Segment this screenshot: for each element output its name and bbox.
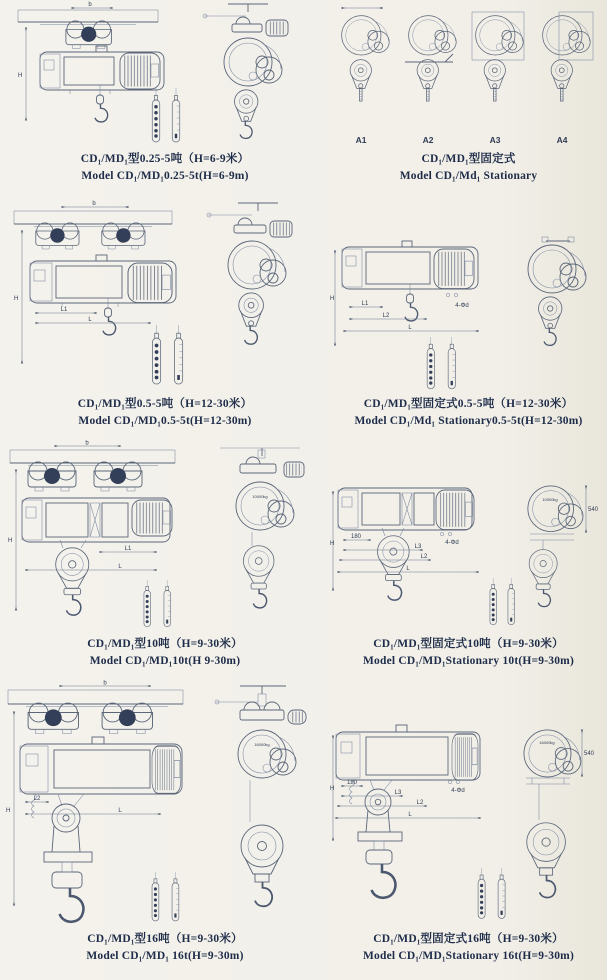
- svg-text:L1: L1: [124, 546, 132, 552]
- svg-text:L: L: [408, 812, 412, 818]
- side-view: [203, 4, 288, 138]
- load-hook: [60, 888, 84, 922]
- capacity-marking: 10000kg: [542, 497, 558, 502]
- hoist-body-front: [30, 255, 176, 307]
- svg-text:4-Φd: 4-Φd: [445, 540, 459, 546]
- pendant-control-buttons: [490, 578, 497, 625]
- svg-text:L: L: [408, 325, 412, 331]
- variant-label: A2: [422, 135, 434, 145]
- capacity-marking: 16000kg: [254, 742, 270, 747]
- variant-A1: [342, 8, 390, 145]
- variant-label: A3: [489, 135, 501, 145]
- drawing-area: [0, 0, 330, 148]
- figure-panel-stationary-05-5t: [330, 195, 607, 440]
- capacity-marking: 10000kg: [252, 494, 268, 499]
- drawing-area: [330, 440, 607, 633]
- caption-chinese: CD₁/MD₁型固定式0.5-5吨（H=12-30米）: [363, 398, 574, 410]
- load-hook: [95, 104, 108, 122]
- trolley-unit: [102, 703, 152, 733]
- hook-assembly: [405, 284, 418, 321]
- hoist-body-side: [238, 730, 296, 778]
- sheave-hook-block-side: [243, 546, 274, 608]
- svg-text:4-Φd: 4-Φd: [451, 788, 465, 794]
- figure-caption: [330, 393, 607, 440]
- i-beam: [18, 10, 158, 25]
- pendant-control-plain: [172, 872, 179, 921]
- figure-caption: [330, 633, 607, 680]
- drawing-stationary-variants: [330, 0, 607, 148]
- hoist-body-front: [338, 488, 474, 530]
- reeving-pulley-assembly: [358, 780, 402, 898]
- dimension-H: [6, 712, 14, 905]
- caption-english: Model CD₁/MD₁10t(H 9-30m): [89, 654, 241, 667]
- dimension-b: [72, 2, 112, 8]
- hoist-body-front: [22, 498, 172, 542]
- svg-text:b: b: [103, 680, 107, 687]
- figure-row-1: [0, 0, 607, 195]
- figure-panel-trolley-10t: [0, 440, 330, 680]
- trolley-unit: [28, 462, 76, 491]
- rope-drum: [366, 252, 430, 284]
- svg-text:H: H: [330, 296, 335, 302]
- drawing-stationary-hoist-16t: [330, 680, 607, 928]
- drawing-trolley-hoist-025-5t: [0, 0, 330, 148]
- hoist-body-front: [20, 737, 182, 818]
- svg-text:L: L: [118, 808, 122, 814]
- side-view: [528, 237, 586, 345]
- figure-panel-stationary-variants: [330, 0, 607, 195]
- pendant-control-plain: [172, 88, 180, 142]
- sheave-hook-assembly: [56, 540, 89, 615]
- hook-assembly: [95, 85, 108, 122]
- drawing-area: [0, 195, 330, 393]
- hoist-motor: [434, 249, 474, 289]
- dimension-b: [55, 441, 120, 447]
- svg-text:540: 540: [584, 751, 595, 757]
- pendant-control-plain: [508, 578, 515, 625]
- caption-chinese: CD₁/MD₁型16吨（H=9-30米）: [87, 933, 243, 945]
- rope-drum: [102, 503, 128, 537]
- side-view: [207, 203, 292, 344]
- side-view: [524, 730, 595, 898]
- pendant-control-buttons: [152, 88, 160, 142]
- svg-text:H: H: [14, 296, 19, 302]
- variant-A2: [405, 16, 456, 145]
- i-beam: [10, 450, 175, 466]
- svg-text:L3: L3: [414, 544, 422, 550]
- variant-A4: [543, 12, 593, 145]
- figure-panel-trolley-16t: [0, 680, 330, 980]
- hoist-body-side: [524, 730, 581, 777]
- svg-text:4-Φd: 4-Φd: [455, 303, 469, 309]
- rope-drum: [362, 493, 400, 525]
- svg-text:L1: L1: [361, 301, 369, 307]
- figure-caption: [0, 928, 330, 980]
- svg-text:L: L: [88, 317, 92, 323]
- hoist-motor: [128, 263, 172, 303]
- drawing-trolley-hoist-05-5t: [0, 195, 330, 393]
- sheave-hook-block: [378, 536, 410, 600]
- rope-drum: [56, 266, 122, 298]
- rope-drum: [414, 493, 434, 525]
- svg-text:180: 180: [350, 534, 362, 540]
- caption-chinese: CD₁/MD₁型固定式10吨（H=9-30米）: [373, 638, 564, 650]
- hoist-motor: [132, 500, 172, 536]
- svg-text:180: 180: [346, 780, 358, 786]
- side-view: [528, 486, 599, 607]
- svg-text:L3: L3: [394, 790, 402, 796]
- hoist-body-side: [528, 245, 586, 293]
- rope-drum: [366, 737, 448, 775]
- svg-text:L2: L2: [382, 313, 390, 319]
- dim-label-H: H: [18, 73, 23, 79]
- figure-caption: [0, 393, 330, 440]
- dim-label-b: b: [88, 2, 92, 8]
- figure-row-3: [0, 440, 607, 680]
- svg-text:L: L: [406, 566, 410, 572]
- figure-row-4: [0, 680, 607, 980]
- svg-text:L: L: [118, 564, 122, 570]
- figure-row-2: [0, 195, 607, 440]
- pendant-control-plain: [448, 337, 455, 389]
- pendant-control-buttons: [152, 325, 160, 384]
- variant-label: A4: [556, 135, 568, 145]
- caption-english: Model CD₁/MD₁0.5-5t(H=12-30m): [78, 414, 252, 427]
- figure-panel-trolley-05-5t: [0, 195, 330, 440]
- drawing-trolley-hoist-16t: [0, 680, 330, 928]
- figure-panel-stationary-16t: [330, 680, 607, 980]
- caption-chinese: CD₁/MD₁型固定式16吨（H=9-30米）: [373, 933, 564, 945]
- dimension-b: [60, 681, 150, 687]
- drawing-area: [330, 195, 607, 393]
- caption-chinese: CD₁/MD₁型10吨（H=9-30米）: [87, 638, 243, 650]
- svg-text:b: b: [85, 440, 89, 447]
- side-view: [215, 686, 306, 906]
- pendant-control-plain: [498, 868, 505, 918]
- pendant-control-plain: [174, 325, 182, 384]
- svg-text:L2: L2: [416, 800, 424, 806]
- svg-text:L2: L2: [420, 554, 428, 560]
- hoist-body-front: [342, 241, 478, 289]
- hook-assembly: [103, 298, 116, 335]
- pendant-control-buttons: [152, 872, 159, 921]
- dimension-lines: [26, 796, 160, 814]
- trolley-unit: [66, 21, 112, 49]
- trolley-unit: [94, 462, 142, 491]
- svg-text:L2: L2: [33, 796, 41, 802]
- hoist-body-side: [528, 486, 583, 532]
- load-hook: [372, 864, 396, 898]
- sheave-hook-block-side: [529, 550, 557, 607]
- trolley-unit: [102, 223, 145, 249]
- pendant-control-buttons: [478, 868, 485, 918]
- svg-text:H: H: [8, 538, 13, 544]
- variant-label: A1: [355, 135, 367, 145]
- rope-drum: [54, 750, 150, 788]
- hoist-motor: [436, 490, 474, 530]
- dimension-H: [18, 28, 26, 120]
- pendant-control-buttons: [427, 337, 434, 389]
- caption-english: Model CD₁/MD₁Stationary 16t(H=9-30m): [362, 949, 574, 962]
- figure-caption: [0, 633, 330, 680]
- hoist-body-side: [224, 38, 282, 86]
- dimension-H: [8, 470, 16, 610]
- pulley-hook-block-side: [241, 825, 283, 906]
- svg-text:H: H: [6, 808, 11, 814]
- hook-block-side: [235, 90, 258, 139]
- hoist-body-front: [40, 46, 164, 94]
- caption-chinese: CD₁/MD₁型固定式: [421, 153, 516, 165]
- drawing-stationary-hoist-05-5t: [330, 195, 607, 393]
- side-view: [220, 448, 304, 608]
- pulley-hook-block-side: [527, 823, 566, 898]
- svg-text:b: b: [92, 201, 96, 207]
- hoist-motor: [120, 53, 160, 89]
- dimension-lines: [26, 546, 156, 570]
- dimension-H: [14, 231, 22, 363]
- sheave-hook-block: [56, 548, 89, 615]
- dimension-L: [36, 307, 150, 323]
- rope-drum: [64, 57, 114, 85]
- pendant-control-buttons: [144, 580, 151, 627]
- hoist-body-side: [228, 241, 286, 289]
- figure-panel-trolley-025-5t: [0, 0, 330, 195]
- hoist-motor: [152, 746, 181, 794]
- rope-drum: [46, 503, 88, 537]
- svg-text:H: H: [330, 541, 335, 547]
- hook-block-side: [239, 293, 264, 344]
- capacity-marking: 16000kg: [539, 740, 555, 745]
- figure-caption: [330, 148, 607, 195]
- drawing-stationary-hoist-10t: [330, 440, 607, 633]
- pendant-control-plain: [164, 580, 171, 627]
- i-beam: [14, 211, 172, 227]
- load-hook: [405, 303, 418, 321]
- figure-caption: [330, 928, 607, 980]
- hoist-body-side: [236, 482, 294, 530]
- variant-A3: [472, 12, 524, 145]
- hook-block-side: [539, 297, 562, 346]
- trolley-unit: [36, 223, 79, 249]
- drawing-area: [330, 0, 607, 148]
- hoist-motor: [452, 734, 478, 780]
- svg-text:540: 540: [588, 507, 599, 513]
- reeving-pulley-assembly: [44, 794, 92, 922]
- sheave-hook-assembly: [378, 528, 410, 600]
- caption-chinese: CD₁/MD₁型0.5-5吨（H=12-30米）: [77, 398, 253, 410]
- figure-panel-stationary-10t: [330, 440, 607, 680]
- caption-english: Model CD₁/MD₁0.25-5t(H=6-9m): [81, 169, 249, 182]
- caption-english: Model CD₁/Md₁ Stationary: [399, 169, 538, 182]
- caption-english: Model CD₁/MD₁ 16t(H=9-30m): [86, 949, 244, 962]
- drawing-area: [0, 440, 330, 633]
- drawing-trolley-hoist-10t: [0, 440, 330, 633]
- svg-text:L1: L1: [60, 307, 68, 313]
- drawing-area: [0, 680, 330, 928]
- load-hook: [103, 317, 116, 335]
- svg-text:H: H: [330, 786, 335, 792]
- figure-caption: [0, 148, 330, 195]
- caption-chinese: CD₁/MD₁型0.25-5吨（H=6-9米）: [80, 153, 250, 165]
- drawing-area: [330, 680, 607, 928]
- dimension-b: [62, 201, 128, 207]
- caption-english: Model CD₁/Md₁ Stationary0.5-5t(H=12-30m): [354, 414, 583, 427]
- trolley-unit: [28, 703, 78, 733]
- caption-english: Model CD₁/MD₁Stationary 10t(H=9-30m): [362, 654, 574, 667]
